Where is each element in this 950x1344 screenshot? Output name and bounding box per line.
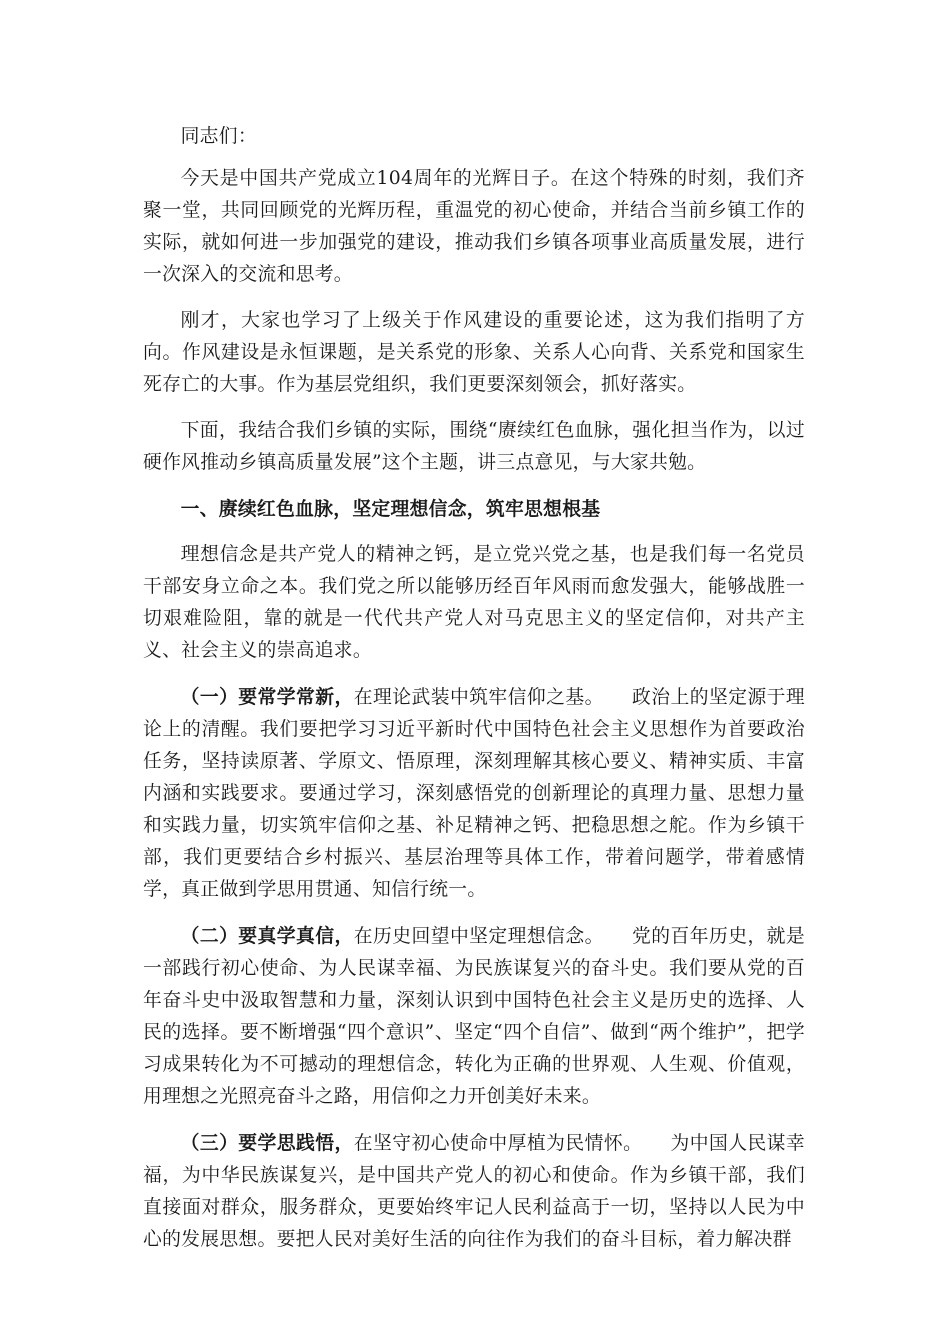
section-1-item-3: [143, 1127, 805, 1256]
item-3-label: （三）要学思践悟，: [180, 1132, 354, 1154]
item-2-text: 党的百年历史，就是一部践行初心使命、为人民谋幸福、为民族谋复兴的奋斗史。我们要从党的百年奋斗史中汲取智慧和力量，深刻认识到中国特色社会主义是历史的选择、人民的选择。要不断增强“四个意识”、坚定“四个自信”、做到“两个维护”，把学习成果转化为不可撼动的理想信念，转化为正确的世界观、人生观、价值观，用理想之光照亮奋斗之路，用信仰之力开创美好未来。: [143, 926, 806, 1107]
section-1-item-1: [143, 681, 805, 906]
intro-paragraph-2: 刚才，大家也学习了上级关于作风建设的重要论述，这为我们指明了方向。作风建设是永恒课题，是关系党的形象、关系人心向背、关系党和国家生死存亡的大事。作为基层党组织，我们更要深刻领会，抓好落实。: [143, 310, 805, 395]
intro-paragraph-1: 今天是中国共产党成立104周年的光辉日子。在这个特殊的时刻，我们齐聚一堂，共同回顾党的光辉历程，重温党的初心使命，并结合当前乡镇工作的实际，就如何进一步加强党的建设，推动我们乡镇各项事业高质量发展，进行一次深入的交流和思考。: [143, 168, 805, 285]
section-1-heading: 一、赓续红色血脉，坚定理想信念，筑牢思想根基: [180, 498, 601, 520]
document-page: [143, 121, 805, 1270]
item-1-label: （一）要常学常新，: [180, 686, 354, 708]
item-2-label: （二）要真学真信，: [180, 925, 354, 947]
item-2-subtitle: 在历史回望中坚定理想信念。: [353, 926, 604, 947]
intro-paragraph-3: 下面，我结合我们乡镇的实际，围绕“赓续红色血脉，强化担当作为，以过硬作风推动乡镇高质量发展”这个主题，讲三点意见，与大家共勉。: [143, 420, 805, 473]
item-1-text: 政治上的坚定源于理论上的清醒。我们要把学习习近平新时代中国特色社会主义思想作为首要政治任务，坚持读原著、学原文、悟原理，深刻理解其核心要义、精神实质、丰富内涵和实践要求。要通过学习，深刻感悟党的创新理论的真理力量、思想力量和实践力量，切实筑牢信仰之基、补足精神之钙、把稳思想之舵。作为乡镇干部，我们更要结合乡村振兴、基层治理等具体工作，带着问题学，带着感情学，真正做到学思用贯通、知信行统一。: [143, 687, 806, 900]
section-1-body: 理想信念是共产党人的精神之钙，是立党兴党之基，也是我们每一名党员干部安身立命之本。我们党之所以能够历经百年风雨而愈发强大，能够战胜一切艰难险阻，靠的就是一代代共产党人对马克思主义的坚定信仰，对共产主义、社会主义的崇高追求。: [143, 544, 805, 661]
item-3-subtitle: 在坚守初心使命中厚植为民情怀。: [353, 1133, 643, 1154]
item-3-text: 为中国人民谋幸福，为中华民族谋复兴，是中国共产党人的初心和使命。作为乡镇干部，我们直接面对群众，服务群众，更要始终牢记人民利益高于一切，坚持以人民为中心的发展思想。要把人民对美好生活的向往作为我们的奋斗目标，着力解决群: [143, 1133, 805, 1250]
greeting: 同志们：: [180, 126, 257, 147]
section-1-item-2: [143, 920, 805, 1113]
item-1-subtitle: 在理论武装中筑牢信仰之基。: [353, 687, 604, 708]
